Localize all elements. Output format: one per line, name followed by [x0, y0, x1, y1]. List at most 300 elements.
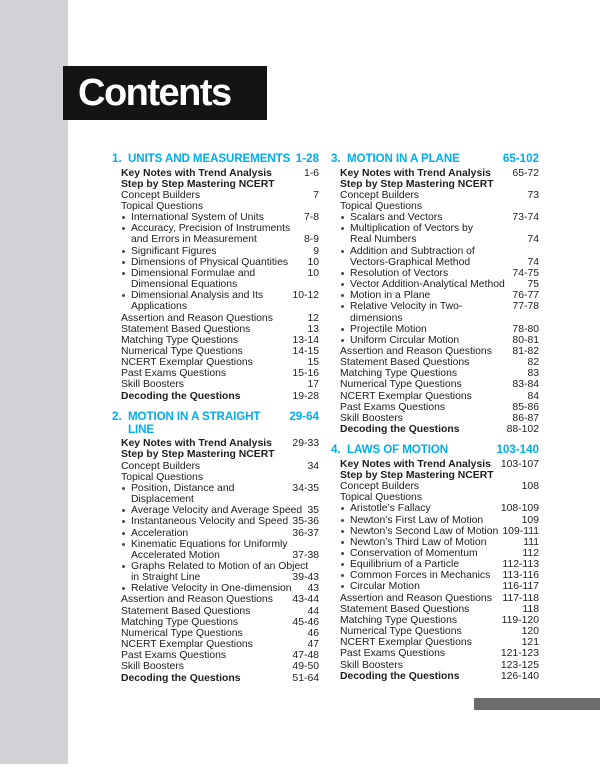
toc-entry-page: 85-86 — [512, 401, 539, 413]
toc-entry — [112, 279, 319, 290]
toc-entry-page: 10 — [307, 267, 319, 279]
toc-entry-label: Concept Builders — [340, 189, 420, 201]
chapter-title: MOTION IN A PLANE — [347, 152, 460, 165]
toc-entry-label: Graphs Related to Motion of an Object — [131, 561, 309, 572]
toc-entry-label: Concept Builders — [340, 481, 420, 493]
toc-entry — [112, 528, 319, 539]
chapter-pages: 1-28 — [295, 152, 319, 165]
toc-entry-label: Topical Questions — [340, 492, 423, 504]
toc-entry-page: 7-8 — [303, 212, 319, 224]
toc-entry — [331, 660, 539, 671]
chapter-pages: 29-64 — [289, 409, 319, 423]
toc-entry-label: Numerical Type Questions — [340, 626, 462, 638]
toc-entry-page: 83-84 — [512, 379, 539, 391]
toc-entry-label: Circular Motion — [350, 581, 420, 593]
toc-entry — [112, 461, 319, 472]
bullet-dot-icon — [341, 519, 344, 522]
toc-entry-page: 123-125 — [500, 659, 539, 671]
bullet-dot-icon — [122, 532, 125, 535]
toc-entry-label: Newton’s Second Law of Motion — [350, 525, 499, 537]
bullet-icon — [340, 503, 350, 514]
toc-entry-page: 1-6 — [303, 167, 319, 179]
toc-entry-label: Past Exams Questions — [121, 368, 227, 380]
toc-entry — [331, 246, 539, 257]
toc-entry-label: Decoding the Questions — [121, 390, 241, 402]
toc-entry-label: Newton’s Third Law of Motion — [350, 536, 487, 548]
bullet-dot-icon — [122, 216, 125, 219]
toc-entry-page: 51-64 — [292, 672, 319, 684]
toc-entry — [331, 648, 539, 659]
toc-entry — [331, 335, 539, 346]
toc-entry-label: Numerical Type Questions — [340, 379, 462, 391]
toc-entry-label: Newton’s First Law of Motion — [350, 514, 484, 526]
toc-entry-page: 81-82 — [512, 346, 539, 357]
bullet-icon — [121, 268, 131, 279]
toc-entry — [112, 561, 319, 572]
toc-entry — [331, 459, 539, 470]
toc-entry — [112, 483, 319, 505]
toc-entry-label: Concept Builders — [121, 460, 201, 472]
bullet-icon — [340, 581, 350, 592]
toc-entry — [331, 593, 539, 604]
toc-entry — [331, 492, 539, 503]
toc-entry — [112, 234, 319, 245]
bullet-dot-icon — [341, 552, 344, 555]
bullet-icon — [121, 257, 131, 268]
toc-entry-label: Skill Boosters — [121, 661, 184, 673]
chapter-number: 2. — [112, 409, 122, 423]
toc-entry — [112, 201, 319, 212]
bullet-icon — [340, 268, 350, 279]
toc-entry-page: 47 — [307, 639, 319, 651]
bullet-icon — [121, 483, 131, 505]
toc-entry — [112, 449, 319, 460]
toc-entry-label: Topical Questions — [121, 200, 204, 212]
toc-entry-label: Motion in a Plane — [350, 290, 431, 302]
bullet-icon — [121, 223, 131, 234]
bullet-dot-icon — [122, 565, 125, 568]
bullet-icon — [121, 516, 131, 527]
bullet-icon — [121, 528, 131, 539]
toc-entry-label: Numerical Type Questions — [121, 627, 243, 639]
toc-entry — [112, 246, 319, 257]
toc-entry-label: Dimensions of Physical Quantities — [131, 256, 289, 268]
bullet-dot-icon — [122, 509, 125, 512]
bullet-icon — [340, 548, 350, 559]
toc-entry-label: Instantaneous Velocity and Speed — [131, 516, 289, 528]
bullet-dot-icon — [122, 272, 125, 275]
toc-entry — [112, 617, 319, 628]
toc-entry-page: 36-37 — [292, 527, 319, 539]
toc-entry-page: 108 — [521, 481, 539, 493]
toc-entry-label: Key Notes with Trend Analysis — [121, 438, 272, 450]
toc-entry-label: Step by Step Mastering NCERT — [121, 178, 275, 190]
bullet-dot-icon — [122, 543, 125, 546]
chapter-pages: 103-140 — [496, 443, 539, 457]
bullet-icon — [340, 335, 350, 346]
toc-entry — [331, 168, 539, 179]
toc-entry-page: 8-9 — [303, 234, 319, 246]
toc-entry — [331, 604, 539, 615]
toc-entry-label: Assertion and Reason Questions — [340, 346, 492, 357]
chapter-title: MOTION IN A STRAIGHT LINE — [128, 409, 261, 436]
toc-entry-label: Conservation of Momentum — [350, 548, 478, 559]
toc-entry-page: 113-116 — [502, 570, 539, 582]
toc-entry-page: 7 — [313, 189, 319, 201]
toc-entry-label: Statement Based Questions — [340, 357, 470, 369]
toc-entry-label: Key Notes with Trend Analysis — [121, 167, 272, 179]
toc-entry — [331, 268, 539, 279]
toc-entry-page: 35 — [307, 505, 319, 517]
toc-entry — [112, 346, 319, 357]
bullet-icon — [121, 505, 131, 516]
toc-entry — [331, 257, 539, 268]
toc-entry — [112, 661, 319, 672]
toc-entry-page: 49-50 — [292, 661, 319, 673]
bullet-dot-icon — [341, 227, 344, 230]
toc-entry-label: Dimensional Analysis and Its Applications — [131, 290, 264, 313]
bullet-dot-icon — [122, 250, 125, 253]
toc-entry-label: Step by Step Mastering NCERT — [340, 178, 494, 190]
chapter-heading — [112, 410, 319, 436]
bullet-spacer — [121, 572, 131, 583]
toc-entry-page: 103-107 — [500, 458, 539, 470]
toc-entry-label: Vector Addition-Analytical Method — [350, 279, 505, 291]
bullet-dot-icon — [341, 585, 344, 588]
chapter-heading — [331, 152, 539, 165]
bullet-dot-icon — [341, 541, 344, 544]
toc-entry — [112, 324, 319, 335]
toc-entry — [331, 637, 539, 648]
toc-entry-page: 109 — [521, 514, 539, 526]
page-edge-strip — [0, 0, 68, 764]
bullet-dot-icon — [122, 294, 125, 297]
toc-entry — [331, 201, 539, 212]
toc-entry-page: 9 — [313, 245, 319, 257]
toc-entry-page: 88-102 — [506, 424, 539, 436]
toc-entry-label: Assertion and Reason Questions — [340, 592, 492, 604]
toc-entry-page: 35-36 — [292, 516, 319, 528]
toc-entry-label: Accelerated Motion — [131, 549, 220, 561]
bullet-icon — [340, 290, 350, 301]
toc-entry-page: 84 — [527, 390, 539, 402]
toc-entry-page: 76-77 — [512, 290, 539, 302]
toc-entry — [331, 413, 539, 424]
chapter-number: 1. — [112, 152, 122, 165]
toc-entry-label: Topical Questions — [340, 200, 423, 212]
toc-entry-label: NCERT Exemplar Questions — [340, 390, 472, 402]
toc-entry — [112, 628, 319, 639]
toc-entry-page: 78-80 — [512, 323, 539, 335]
toc-entry-page: 45-46 — [292, 616, 319, 628]
toc-entry — [112, 438, 319, 449]
bullet-dot-icon — [341, 283, 344, 286]
bullet-icon — [340, 570, 350, 581]
bullet-dot-icon — [122, 487, 125, 490]
toc-entry-page: 111 — [523, 536, 539, 548]
bullet-icon — [121, 290, 131, 312]
toc-column-right — [331, 152, 539, 682]
toc-entry-label: Step by Step Mastering NCERT — [121, 449, 275, 461]
toc-entry — [331, 671, 539, 682]
toc-entry-page: 39-43 — [292, 572, 319, 584]
toc-entry — [331, 212, 539, 223]
toc-entry — [331, 290, 539, 301]
toc-entry-page: 74 — [527, 234, 539, 246]
bullet-dot-icon — [122, 587, 125, 590]
toc-entry-page: 34 — [307, 460, 319, 472]
bullet-dot-icon — [341, 574, 344, 577]
chapter-title: LAWS OF MOTION — [347, 443, 449, 457]
bullet-dot-icon — [341, 216, 344, 219]
bullet-dot-icon — [341, 328, 344, 331]
chapter-number: 3. — [331, 152, 341, 165]
toc-entry-label: Decoding the Questions — [340, 424, 460, 436]
toc-entry — [331, 481, 539, 492]
toc-entry-label: Uniform Circular Motion — [350, 334, 460, 346]
bullet-dot-icon — [341, 339, 344, 342]
bullet-spacer — [121, 550, 131, 561]
toc-entry-label: Scalars and Vectors — [350, 212, 443, 224]
toc-entry-page: 121-123 — [500, 648, 539, 660]
toc-entry — [331, 391, 539, 402]
toc-entry — [112, 290, 319, 312]
toc-entry-label: Past Exams Questions — [121, 650, 227, 662]
toc-entry — [112, 391, 319, 402]
toc-entry — [112, 583, 319, 594]
bullet-spacer — [121, 234, 131, 245]
toc-entry-label: Real Numbers — [350, 234, 417, 246]
toc-entry — [331, 548, 539, 559]
bullet-icon — [340, 223, 350, 234]
bullet-dot-icon — [122, 520, 125, 523]
toc-entry-page: 109-111 — [502, 525, 539, 537]
toc-chapter — [331, 152, 539, 435]
toc-entry — [112, 257, 319, 268]
toc-entry-label: NCERT Exemplar Questions — [121, 357, 253, 369]
toc-entry-label: Matching Type Questions — [121, 616, 239, 628]
toc-entry — [112, 550, 319, 561]
toc-entry-page: 19-28 — [292, 390, 319, 402]
toc-entry-label: in Straight Line — [131, 572, 201, 584]
toc-entry — [331, 279, 539, 290]
toc-entry-page: 75 — [527, 279, 539, 291]
toc-entry-label: Numerical Type Questions — [121, 346, 243, 357]
toc-entry-label: Topical Questions — [121, 471, 204, 483]
toc-entry-label: Resolution of Vectors — [350, 267, 449, 279]
toc-entry-page: 37-38 — [292, 549, 319, 561]
chapter-heading — [112, 152, 319, 165]
bullet-dot-icon — [341, 272, 344, 275]
toc-entry-page: 15-16 — [292, 368, 319, 380]
bullet-dot-icon — [341, 305, 344, 308]
toc-entry-label: Matching Type Questions — [121, 334, 239, 346]
toc-entry-label: Key Notes with Trend Analysis — [340, 167, 491, 179]
toc-entry-label: Equilibrium of a Particle — [350, 559, 460, 571]
bullet-spacer — [340, 234, 350, 245]
toc-entry-label: Skill Boosters — [340, 659, 403, 671]
toc-entry-page: 108-109 — [500, 503, 539, 515]
toc-entry — [112, 539, 319, 550]
toc-entry-label: Common Forces in Mechanics — [350, 570, 491, 582]
toc-entry — [112, 368, 319, 379]
toc-entry-label: Kinematic Equations for Uniformly — [131, 538, 288, 550]
toc-entry — [331, 537, 539, 548]
toc-entry — [331, 234, 539, 245]
page-corner-bar — [474, 698, 600, 710]
toc-entry-page: 112-113 — [502, 559, 539, 571]
toc-entry-label: and Errors in Measurement — [131, 234, 257, 246]
toc-entry-page: 13-14 — [292, 334, 319, 346]
toc-entry-page: 74 — [527, 256, 539, 268]
toc-entry-label: Significant Figures — [131, 245, 217, 257]
bullet-icon — [340, 324, 350, 335]
toc-entry — [112, 505, 319, 516]
toc-entry-label: Past Exams Questions — [340, 401, 446, 413]
toc-entry-label: Skill Boosters — [340, 412, 403, 424]
toc-entry — [331, 515, 539, 526]
toc-entry-label: Concept Builders — [121, 189, 201, 201]
toc-entry-label: Dimensional Formulae and — [131, 267, 256, 279]
toc-entry — [112, 379, 319, 390]
toc-entry-page: 74-75 — [512, 267, 539, 279]
bullet-dot-icon — [341, 294, 344, 297]
toc-entry-page: 14-15 — [292, 346, 319, 357]
toc-entry-page: 117-118 — [502, 592, 539, 604]
toc-entry-label: Key Notes with Trend Analysis — [340, 458, 491, 470]
bullet-icon — [340, 212, 350, 223]
toc-entry-label: Past Exams Questions — [340, 648, 446, 660]
toc-entry-label: Relative Velocity in Two-dimensions — [350, 301, 463, 324]
bullet-icon — [340, 279, 350, 290]
toc-entry — [331, 379, 539, 390]
toc-entry-page: 120 — [521, 626, 539, 638]
toc-entry — [331, 179, 539, 190]
toc-entry-label: Relative Velocity in One-dimension — [131, 583, 292, 595]
bullet-spacer — [340, 257, 350, 268]
toc-entry-label: Dimensional Equations — [131, 279, 238, 291]
toc-entry — [112, 516, 319, 527]
bullet-icon — [121, 246, 131, 257]
toc-entry — [112, 313, 319, 324]
toc-chapter — [331, 443, 539, 682]
toc-entry-label: International System of Units — [131, 212, 264, 224]
toc-entry-page: 47-48 — [292, 650, 319, 662]
toc-entry-label: Decoding the Questions — [340, 670, 460, 682]
toc-entry — [112, 639, 319, 650]
toc-entry-label: NCERT Exemplar Questions — [340, 637, 472, 649]
toc-entry-label: Assertion and Reason Questions — [121, 594, 273, 606]
chapter-pages: 65-102 — [502, 152, 539, 165]
toc-entry — [331, 470, 539, 481]
toc-entry-label: Accuracy, Precision of Instruments — [131, 223, 291, 235]
bullet-dot-icon — [122, 261, 125, 264]
toc-entry-label: Vectors-Graphical Method — [350, 256, 471, 268]
toc-entry-page: 121 — [521, 637, 539, 649]
toc-column-left — [112, 152, 319, 684]
toc-entry — [331, 368, 539, 379]
toc-entry — [112, 335, 319, 346]
bullet-spacer — [121, 279, 131, 290]
toc-entry-page: 13 — [307, 323, 319, 335]
toc-entry-page: 46 — [307, 627, 319, 639]
bullet-icon — [340, 515, 350, 526]
toc-entry-label: Statement Based Questions — [121, 605, 251, 617]
toc-entry — [112, 357, 319, 368]
toc-entry-page: 10-12 — [292, 290, 319, 302]
toc-entry-page: 116-117 — [502, 581, 539, 593]
toc-entry-page: 118 — [522, 603, 539, 615]
toc-entry — [331, 424, 539, 435]
toc-entry-page: 83 — [527, 368, 539, 380]
toc-entry-page: 44 — [307, 605, 319, 617]
toc-entry-page: 17 — [307, 379, 319, 391]
toc-entry — [112, 268, 319, 279]
toc-chapter — [112, 410, 319, 684]
bullet-icon — [340, 301, 350, 323]
bullet-icon — [340, 246, 350, 257]
toc-entry-page: 73 — [527, 189, 539, 201]
page-title: Contents — [78, 72, 231, 114]
bullet-icon — [121, 539, 131, 550]
chapter-title: UNITS AND MEASUREMENTS — [128, 152, 291, 165]
toc-chapter — [112, 152, 319, 402]
bullet-dot-icon — [122, 227, 125, 230]
toc-entry — [112, 594, 319, 605]
toc-entry-label: Skill Boosters — [121, 379, 184, 391]
bullet-icon — [340, 537, 350, 548]
toc-entry-page: 43-44 — [292, 594, 319, 606]
toc-entry — [112, 673, 319, 684]
bullet-icon — [121, 583, 131, 594]
toc-entry — [331, 581, 539, 592]
bullet-dot-icon — [341, 563, 344, 566]
toc-entry — [112, 212, 319, 223]
toc-entry — [331, 324, 539, 335]
toc-entry — [331, 615, 539, 626]
toc-entry — [331, 526, 539, 537]
toc-entry-page: 65-72 — [512, 167, 539, 179]
bullet-icon — [340, 559, 350, 570]
toc-entry-page: 29-33 — [292, 438, 319, 450]
toc-entry — [112, 168, 319, 179]
toc-entry-page: 86-87 — [512, 412, 539, 424]
toc-entry-label: Projectile Motion — [350, 323, 427, 335]
chapter-heading — [331, 443, 539, 456]
toc-entry — [331, 190, 539, 201]
toc-entry-label: Assertion and Reason Questions — [121, 312, 273, 324]
toc-entry-label: Multiplication of Vectors by — [350, 223, 474, 235]
toc-entry-label: Statement Based Questions — [121, 323, 251, 335]
toc-entry-label: Matching Type Questions — [340, 614, 458, 626]
toc-entry-page: 82 — [527, 357, 539, 369]
toc-entry-page: 126-140 — [500, 670, 539, 682]
bullet-icon — [121, 212, 131, 223]
toc-entry-label: Matching Type Questions — [340, 368, 458, 380]
toc-entry-page: 119-120 — [501, 614, 539, 626]
toc-entry-page: 77-78 — [512, 301, 539, 313]
toc-entry-label: Step by Step Mastering NCERT — [340, 469, 494, 481]
contents-header — [63, 66, 267, 120]
toc-entry — [331, 402, 539, 413]
bullet-dot-icon — [341, 530, 344, 533]
toc-entry-page: 80-81 — [512, 334, 539, 346]
toc-entry — [331, 503, 539, 514]
toc-entry-page: 112 — [522, 548, 539, 559]
toc-entry — [331, 357, 539, 368]
toc-entry — [331, 626, 539, 637]
toc-entry-label: Statement Based Questions — [340, 603, 470, 615]
